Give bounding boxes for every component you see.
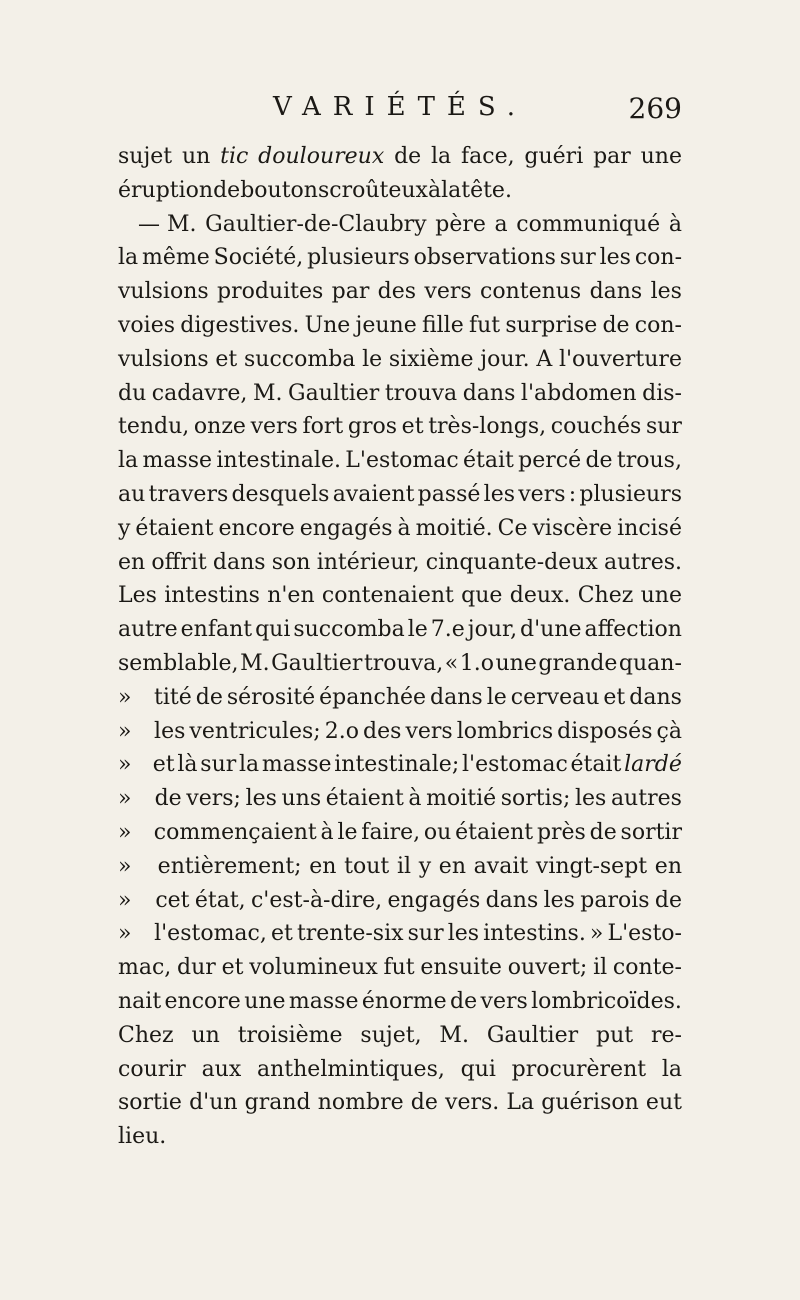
word: con-	[634, 312, 682, 338]
word: les	[650, 279, 682, 305]
word: en	[438, 853, 466, 879]
word: une	[244, 988, 286, 1014]
word: tendu,	[118, 414, 190, 440]
word: entièrement;	[157, 853, 302, 879]
word: douloureux	[258, 144, 385, 169]
word: dans	[430, 684, 483, 710]
word: les	[245, 786, 277, 812]
word: les	[154, 718, 186, 744]
word: il	[396, 853, 412, 879]
word: sérosité	[226, 684, 316, 710]
running-head: VARIÉTÉS.	[272, 92, 528, 122]
word: une	[640, 144, 682, 169]
word: y	[418, 853, 432, 879]
word: son	[271, 549, 311, 575]
word: contenaient	[321, 583, 454, 609]
word: »	[589, 921, 604, 947]
word: Gaultier	[271, 650, 363, 676]
word: et	[221, 955, 244, 981]
word: les	[574, 786, 607, 812]
word: la	[661, 1056, 682, 1082]
word: de	[450, 988, 478, 1014]
word: jour.	[480, 346, 530, 372]
word: vers.	[445, 1090, 500, 1116]
word: sujet,	[360, 1022, 422, 1048]
word: tic	[220, 144, 249, 169]
word: masse	[288, 988, 359, 1014]
word: cerveau	[510, 684, 600, 710]
word: jeune	[355, 312, 417, 338]
word: par	[331, 279, 370, 305]
word: le	[407, 617, 428, 643]
word: observations	[413, 245, 556, 271]
word: courir	[118, 1056, 186, 1082]
word: »	[118, 853, 132, 879]
word: vingt-sept	[535, 853, 648, 879]
word: intestinale.	[216, 448, 341, 474]
word: intestins.	[483, 921, 586, 947]
word: dans	[212, 549, 266, 575]
word: avait	[473, 853, 529, 879]
word: vers;	[186, 786, 241, 812]
word: couchés	[550, 414, 642, 440]
text-line	[118, 377, 682, 411]
text-line	[118, 1019, 682, 1053]
word: à	[408, 786, 422, 812]
word: lombricoïdes.	[531, 988, 682, 1014]
word: les	[447, 921, 480, 947]
text-line	[118, 208, 682, 242]
word: onze	[193, 414, 246, 440]
word: incisé	[617, 515, 682, 541]
word: affection	[584, 617, 682, 643]
text-line	[118, 444, 682, 478]
word: moitié.	[415, 515, 493, 541]
word: La	[506, 1090, 535, 1116]
word: M.	[240, 650, 270, 676]
word: »	[118, 786, 132, 812]
word: autres	[610, 786, 682, 812]
word: les	[599, 245, 631, 271]
text-line	[118, 309, 682, 343]
word: autre	[118, 617, 178, 643]
word: surprise	[505, 312, 598, 338]
word: vers	[480, 988, 528, 1014]
word: ouvert;	[507, 955, 588, 981]
word: plusieurs	[307, 245, 410, 271]
word: par	[593, 144, 631, 169]
text-line	[118, 850, 682, 884]
text-line	[118, 951, 682, 985]
text-line	[118, 275, 682, 309]
word: volumineux	[249, 955, 378, 981]
word: dur	[177, 955, 216, 981]
word: dans	[485, 887, 539, 913]
word: enfant	[180, 617, 253, 643]
word: viscère	[532, 515, 613, 541]
word: des	[377, 279, 417, 305]
text-line	[118, 884, 682, 918]
word: conte-	[612, 955, 682, 981]
word: vers	[405, 718, 453, 744]
word: énorme	[361, 988, 447, 1014]
word: put	[595, 1022, 634, 1048]
text-line	[118, 174, 682, 208]
word: vers	[518, 481, 566, 507]
word: guéri	[524, 144, 584, 169]
word: tité	[154, 684, 192, 710]
word: sortis;	[500, 786, 571, 812]
word: ventricules;	[189, 718, 321, 744]
word: guérison	[541, 1090, 639, 1116]
word: 1.o	[459, 650, 494, 676]
word: L'estomac	[345, 448, 459, 474]
text-line	[118, 1120, 682, 1154]
word: produites	[217, 279, 324, 305]
word: digestives.	[180, 312, 300, 338]
word: deux.	[509, 583, 571, 609]
word: travers	[148, 481, 229, 507]
word: fille	[421, 312, 464, 338]
word: moitié	[426, 786, 497, 812]
word: dans	[462, 380, 516, 406]
word: état,	[194, 887, 246, 913]
word: nombre	[317, 1090, 404, 1116]
text-line	[118, 985, 682, 1019]
word: était	[462, 448, 514, 474]
word: étaient	[455, 819, 534, 845]
word: fut	[383, 955, 415, 981]
word: masse	[142, 448, 213, 474]
word: succomba	[243, 346, 356, 372]
word: anthelmintiques,	[257, 1056, 445, 1082]
word: encore	[164, 988, 241, 1014]
word: encore	[218, 515, 295, 541]
word: de	[602, 312, 630, 338]
body-text	[118, 140, 682, 1150]
word: voies	[118, 312, 176, 338]
word: semblable,	[118, 650, 239, 676]
word: la	[441, 177, 462, 203]
text-line	[118, 478, 682, 512]
word: commençaient	[153, 819, 317, 845]
word: cet	[155, 887, 190, 913]
word: une	[495, 650, 537, 676]
word: et	[401, 414, 424, 440]
word: desquels	[231, 481, 330, 507]
word: engagés	[299, 515, 393, 541]
word: le	[337, 819, 358, 845]
word: Ce	[497, 515, 528, 541]
word: et	[215, 346, 238, 372]
word: Une	[304, 312, 351, 338]
word: le	[362, 346, 383, 372]
word: l'abdomen	[520, 380, 637, 406]
text-line	[118, 546, 682, 580]
word: tête.	[461, 177, 512, 203]
word: de	[585, 448, 613, 474]
word: la	[118, 245, 139, 271]
word: de	[410, 1090, 438, 1116]
word: là	[177, 752, 198, 778]
word: »	[118, 718, 132, 744]
word: dis-	[642, 380, 682, 406]
word: 7.e	[430, 617, 465, 643]
word: de	[195, 684, 223, 710]
word: de	[654, 887, 682, 913]
text-line	[118, 613, 682, 647]
word: faire,	[361, 819, 421, 845]
text-line	[118, 343, 682, 377]
word: de	[154, 786, 182, 812]
word: autres.	[604, 549, 682, 575]
word: trente-six	[296, 921, 404, 947]
word: con-	[634, 245, 682, 271]
text-line	[118, 681, 682, 715]
word: tout	[344, 853, 390, 879]
word: trous,	[616, 448, 682, 474]
text-line	[118, 816, 682, 850]
word: re-	[650, 1022, 682, 1048]
word: a	[494, 211, 508, 237]
word: cadavre,	[151, 380, 248, 406]
word: dans	[629, 684, 682, 710]
word: lardé	[624, 752, 682, 778]
word: M.	[252, 380, 283, 406]
word: — M.	[138, 211, 197, 237]
word: grande	[538, 650, 618, 676]
word: Gaultier	[486, 1022, 579, 1048]
text-line	[118, 647, 682, 681]
word: un	[191, 1022, 220, 1048]
word: vers	[250, 414, 298, 440]
word: de	[213, 177, 241, 203]
text-line	[118, 410, 682, 444]
word: le	[486, 684, 507, 710]
word: de	[394, 144, 422, 169]
word: très-longs,	[428, 414, 547, 440]
word: dans	[589, 279, 643, 305]
word: et	[603, 684, 626, 710]
word: Chez	[118, 1022, 174, 1048]
word: et	[270, 921, 293, 947]
word: »	[118, 819, 132, 845]
text-line	[118, 782, 682, 816]
text-line	[118, 1086, 682, 1120]
word: à	[427, 177, 442, 203]
word: eut	[645, 1090, 682, 1116]
word: la	[239, 752, 260, 778]
word: Gaultier	[288, 380, 380, 406]
word: les	[543, 887, 575, 913]
word: succomba	[293, 617, 405, 643]
word: intérieur,	[316, 549, 420, 575]
word: intestins	[164, 583, 260, 609]
word: ensuite	[420, 955, 502, 981]
word: qui	[255, 617, 291, 643]
word: les	[483, 481, 516, 507]
word: sujet	[118, 144, 173, 169]
word: boutons	[240, 177, 330, 203]
word: disposés	[557, 718, 653, 744]
word: au	[118, 481, 146, 507]
word: même	[142, 245, 210, 271]
word: que	[461, 583, 503, 609]
word: Chez	[577, 583, 634, 609]
word: trouva,	[363, 650, 444, 676]
word: c'est-à-dire,	[250, 887, 383, 913]
word: sur	[200, 752, 237, 778]
word: »	[118, 752, 132, 778]
word: parois	[580, 887, 650, 913]
word: d'une	[520, 617, 582, 643]
word: l'estomac	[462, 752, 568, 778]
word: grand	[244, 1090, 311, 1116]
word: sortir	[620, 819, 682, 845]
word: il	[593, 955, 608, 981]
word: procurèrent	[511, 1056, 647, 1082]
word: n'en	[267, 583, 315, 609]
word: nait	[118, 988, 162, 1014]
word: mac,	[118, 955, 172, 981]
word: l'ouverture	[558, 346, 682, 372]
word: intestinale;	[334, 752, 460, 778]
text-line	[118, 917, 682, 951]
word: trouva	[384, 380, 458, 406]
word: sur	[645, 414, 682, 440]
word: L'esto-	[607, 921, 682, 947]
word: çà	[656, 718, 682, 744]
word: percé	[518, 448, 582, 474]
word: qui	[460, 1056, 496, 1082]
word: à	[397, 515, 411, 541]
word: passé	[417, 481, 481, 507]
word: vers	[424, 279, 472, 305]
word: sixième	[388, 346, 474, 372]
word: fort	[302, 414, 344, 440]
word: quan-	[618, 650, 682, 676]
word: d'un	[189, 1090, 238, 1116]
word: un	[181, 144, 211, 169]
word: aux	[201, 1056, 242, 1082]
word: de	[589, 819, 617, 845]
word: Gaultier-de-Claubry	[205, 211, 427, 237]
word: étaient	[325, 786, 404, 812]
word: près	[536, 819, 586, 845]
text-line	[118, 512, 682, 546]
word: la	[118, 448, 139, 474]
word: face,	[460, 144, 515, 169]
word: sur	[559, 245, 596, 271]
word: avaient	[332, 481, 415, 507]
word: en	[654, 853, 682, 879]
word: «	[444, 650, 459, 676]
word: sortie	[118, 1090, 182, 1116]
text-line	[118, 715, 682, 749]
text-line	[118, 1053, 682, 1087]
word: épanchée	[319, 684, 427, 710]
word: 2.o	[324, 718, 359, 744]
word: y	[118, 515, 131, 541]
word: M.	[439, 1022, 469, 1048]
text-line	[118, 241, 682, 275]
word: :	[568, 481, 577, 507]
word: engagés	[387, 887, 481, 913]
word: une	[640, 583, 682, 609]
word: Les	[118, 583, 157, 609]
word: troisième	[237, 1022, 343, 1048]
word: ou	[423, 819, 452, 845]
word: éruption	[118, 177, 214, 203]
word: du	[118, 380, 147, 406]
word: A	[536, 346, 553, 372]
word: était	[570, 752, 622, 778]
word: communiqué	[516, 211, 661, 237]
word: Société,	[213, 245, 304, 271]
word: jour,	[467, 617, 518, 643]
word: lombrics	[456, 718, 554, 744]
word: sur	[407, 921, 444, 947]
word: contenus	[480, 279, 582, 305]
text-line	[118, 140, 682, 174]
text-line	[118, 748, 682, 782]
word: des	[363, 718, 402, 744]
word: plusieurs	[579, 481, 682, 507]
word: vulsions	[118, 346, 209, 372]
word: à	[320, 819, 334, 845]
word: uns	[281, 786, 322, 812]
word: la	[431, 144, 452, 169]
word: père	[435, 211, 486, 237]
word: masse	[261, 752, 332, 778]
word: lieu.	[118, 1124, 167, 1150]
word: en	[309, 853, 337, 879]
word: croûteux	[329, 177, 428, 203]
word: gros	[347, 414, 398, 440]
word: à	[668, 211, 682, 237]
word: offrit	[151, 549, 207, 575]
word: et	[152, 752, 175, 778]
word: étaient	[135, 515, 214, 541]
page-header	[118, 92, 682, 132]
word: l'estomac,	[154, 921, 267, 947]
word: fut	[468, 312, 501, 338]
word: en	[118, 549, 146, 575]
word: »	[118, 684, 132, 710]
word: »	[118, 887, 132, 913]
word: cinquante-deux	[425, 549, 598, 575]
page-number: 269	[628, 92, 682, 125]
word: vulsions	[118, 279, 209, 305]
text-line	[118, 579, 682, 613]
word: »	[118, 921, 132, 947]
